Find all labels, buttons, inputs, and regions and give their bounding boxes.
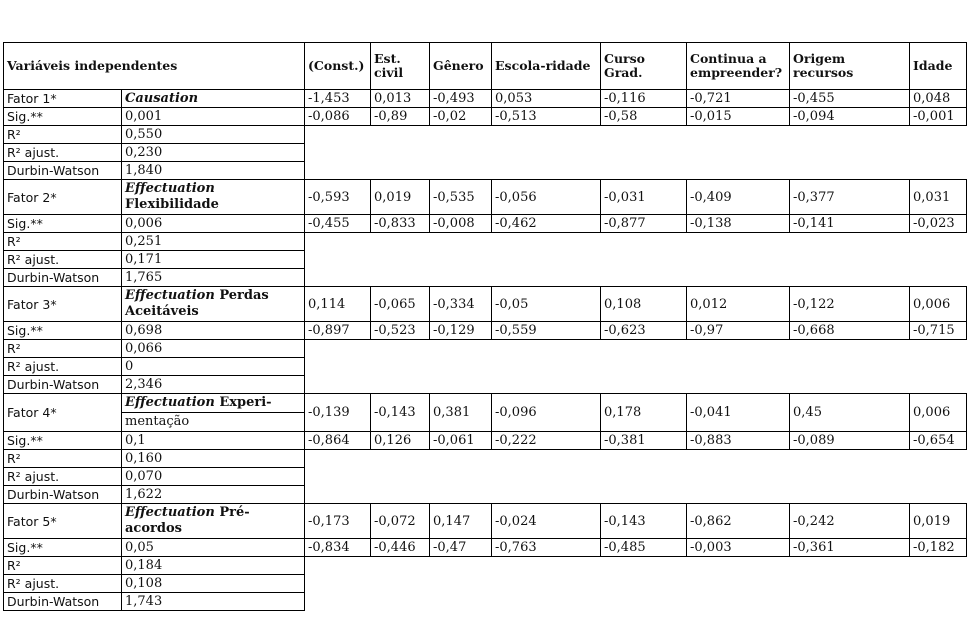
r2adj-value: 0 [122, 358, 305, 376]
dw-value: 1,840 [122, 162, 305, 180]
r2-row [4, 450, 967, 468]
sig-cell: -0,089 [790, 432, 910, 450]
coef-cell: 0,048 [910, 90, 967, 108]
coef-cell: -0,535 [430, 180, 492, 215]
sig-cell: -0,523 [371, 322, 430, 340]
dw-label: Durbin-Watson [4, 486, 122, 504]
sig-cell: -0,834 [305, 539, 371, 557]
dw-row [4, 162, 967, 180]
header-curso-grad: Curso Grad. [601, 43, 687, 90]
coef-cell: 0,114 [305, 287, 371, 322]
r2adj-row [4, 468, 967, 486]
sig-row [4, 539, 967, 557]
sig-first-cell: 0,001 [122, 108, 305, 126]
fator-row [4, 90, 967, 108]
fator-construct: Flexibilidade [125, 197, 219, 212]
r2adj-label: R² ajust. [4, 251, 122, 269]
header-continua: Continua a empreender? [687, 43, 790, 90]
blank-area [305, 251, 967, 269]
r2adj-label: R² ajust. [4, 144, 122, 162]
fator-construct: Experi- [219, 395, 272, 410]
sig-row [4, 432, 967, 450]
sig-cell: -0,668 [790, 322, 910, 340]
sig-cell: -0,141 [790, 215, 910, 233]
coef-cell: -0,493 [430, 90, 492, 108]
r2adj-row [4, 575, 967, 593]
sig-cell: -0,222 [492, 432, 601, 450]
r2-value: 0,160 [122, 450, 305, 468]
fator-row [4, 394, 967, 432]
sig-cell: -0,446 [371, 539, 430, 557]
sig-cell: -0,513 [492, 108, 601, 126]
sig-cell: -0,381 [601, 432, 687, 450]
header-idade: Idade [910, 43, 967, 90]
fator-method: Effectuation [125, 288, 215, 303]
sig-cell: -0,015 [687, 108, 790, 126]
header-row [4, 43, 967, 90]
sig-first-cell: 0,006 [122, 215, 305, 233]
coef-cell: -0,143 [601, 504, 687, 539]
r2adj-value: 0,070 [122, 468, 305, 486]
fator-label: Fator 3* [4, 287, 122, 322]
fator-label: Fator 4* [4, 394, 122, 432]
coef-cell: -0,065 [371, 287, 430, 322]
sig-cell: -0,094 [790, 108, 910, 126]
fator-construct-cont: mentação [125, 414, 190, 429]
sig-cell: -0,763 [492, 539, 601, 557]
blank-area [305, 575, 967, 593]
dw-label: Durbin-Watson [4, 269, 122, 287]
sig-cell: -0,003 [687, 539, 790, 557]
sig-cell: -0,182 [910, 539, 967, 557]
coef-cell: 0,147 [430, 504, 492, 539]
r2adj-label: R² ajust. [4, 468, 122, 486]
sig-label: Sig.** [4, 108, 122, 126]
sig-cell: -0,001 [910, 108, 967, 126]
sig-row [4, 322, 967, 340]
coef-cell: 0,381 [430, 394, 492, 432]
coef-cell: -0,409 [687, 180, 790, 215]
fator-name [122, 504, 305, 539]
fator-row [4, 180, 967, 215]
blank-area [305, 340, 967, 358]
dw-row [4, 486, 967, 504]
sig-cell: -0,89 [371, 108, 430, 126]
coef-cell: -0,242 [790, 504, 910, 539]
r2-value: 0,550 [122, 126, 305, 144]
sig-cell: -0,129 [430, 322, 492, 340]
coef-cell: -0,056 [492, 180, 601, 215]
coef-cell: 0,012 [687, 287, 790, 322]
r2-row [4, 340, 967, 358]
r2-label: R² [4, 450, 122, 468]
sig-cell: -0,58 [601, 108, 687, 126]
fator-construct: Perdas Aceitáveis [125, 288, 269, 319]
coef-cell: -0,122 [790, 287, 910, 322]
r2adj-value: 0,230 [122, 144, 305, 162]
r2adj-row [4, 144, 967, 162]
coef-cell: -0,041 [687, 394, 790, 432]
fator-label: Fator 1* [4, 90, 122, 108]
sig-cell: -0,897 [305, 322, 371, 340]
coef-cell: 0,019 [371, 180, 430, 215]
sig-cell: -0,623 [601, 322, 687, 340]
fator-name [122, 287, 305, 322]
coef-cell: -0,072 [371, 504, 430, 539]
regression-table [3, 42, 967, 611]
header-escolaridade: Escola-ridade [492, 43, 601, 90]
blank-area [305, 144, 967, 162]
fator-name [122, 180, 305, 215]
sig-first-cell: 0,05 [122, 539, 305, 557]
sig-row [4, 108, 967, 126]
dw-row [4, 376, 967, 394]
blank-area [305, 593, 967, 611]
fator-method: Effectuation [125, 181, 215, 196]
fator-method: Effectuation [125, 395, 215, 410]
sig-cell: -0,97 [687, 322, 790, 340]
coef-cell: 0,108 [601, 287, 687, 322]
sig-cell: -0,061 [430, 432, 492, 450]
blank-area [305, 269, 967, 287]
r2adj-row [4, 358, 967, 376]
dw-label: Durbin-Watson [4, 593, 122, 611]
sig-label: Sig.** [4, 432, 122, 450]
sig-cell: -0,023 [910, 215, 967, 233]
r2-label: R² [4, 126, 122, 144]
sig-cell: 0,126 [371, 432, 430, 450]
coef-cell: -0,031 [601, 180, 687, 215]
fator-method: Causation [125, 91, 199, 106]
sig-cell: -0,715 [910, 322, 967, 340]
coef-cell: -0,862 [687, 504, 790, 539]
coef-cell: 0,031 [910, 180, 967, 215]
sig-cell: -0,654 [910, 432, 967, 450]
sig-first-cell: 0,1 [122, 432, 305, 450]
r2-row [4, 233, 967, 251]
header-origem: Origem recursos [790, 43, 910, 90]
dw-value: 1,765 [122, 269, 305, 287]
sig-cell: -0,877 [601, 215, 687, 233]
coef-cell: -0,721 [687, 90, 790, 108]
sig-row [4, 215, 967, 233]
sig-cell: -0,138 [687, 215, 790, 233]
sig-cell: -0,361 [790, 539, 910, 557]
sig-label: Sig.** [4, 539, 122, 557]
sig-cell: -0,864 [305, 432, 371, 450]
r2-label: R² [4, 340, 122, 358]
blank-area [305, 162, 967, 180]
r2-row [4, 557, 967, 575]
fator-row [4, 287, 967, 322]
dw-value: 1,622 [122, 486, 305, 504]
coef-cell: 0,006 [910, 287, 967, 322]
r2-value: 0,066 [122, 340, 305, 358]
r2-value: 0,251 [122, 233, 305, 251]
dw-row [4, 593, 967, 611]
blank-area [305, 557, 967, 575]
coef-cell: -1,453 [305, 90, 371, 108]
sig-cell: -0,455 [305, 215, 371, 233]
r2adj-value: 0,108 [122, 575, 305, 593]
r2-value: 0,184 [122, 557, 305, 575]
blank-area [305, 486, 967, 504]
sig-cell: -0,02 [430, 108, 492, 126]
sig-cell: -0,559 [492, 322, 601, 340]
r2-row [4, 126, 967, 144]
r2-label: R² [4, 233, 122, 251]
coef-cell: -0,116 [601, 90, 687, 108]
sig-cell: -0,47 [430, 539, 492, 557]
r2adj-label: R² ajust. [4, 575, 122, 593]
blank-area [305, 450, 967, 468]
sig-cell: -0,008 [430, 215, 492, 233]
sig-cell: -0,086 [305, 108, 371, 126]
coef-cell: -0,377 [790, 180, 910, 215]
coef-cell: 0,013 [371, 90, 430, 108]
coef-cell: 0,006 [910, 394, 967, 432]
coef-cell: -0,096 [492, 394, 601, 432]
blank-area [305, 126, 967, 144]
coef-cell: 0,053 [492, 90, 601, 108]
sig-label: Sig.** [4, 322, 122, 340]
dw-value: 1,743 [122, 593, 305, 611]
coef-cell: -0,139 [305, 394, 371, 432]
r2-label: R² [4, 557, 122, 575]
sig-cell: -0,485 [601, 539, 687, 557]
coef-cell: 0,178 [601, 394, 687, 432]
dw-row [4, 269, 967, 287]
coef-cell: 0,45 [790, 394, 910, 432]
sig-cell: -0,833 [371, 215, 430, 233]
header-genero: Gênero [430, 43, 492, 90]
fator-method: Effectuation [125, 505, 215, 520]
header-const: (Const.) [305, 43, 371, 90]
coef-cell: -0,024 [492, 504, 601, 539]
r2adj-label: R² ajust. [4, 358, 122, 376]
coef-cell: -0,05 [492, 287, 601, 322]
dw-label: Durbin-Watson [4, 376, 122, 394]
fator-name [122, 394, 305, 432]
r2adj-value: 0,171 [122, 251, 305, 269]
coef-cell: -0,334 [430, 287, 492, 322]
coef-cell: 0,019 [910, 504, 967, 539]
blank-area [305, 358, 967, 376]
sig-cell: -0,462 [492, 215, 601, 233]
dw-value: 2,346 [122, 376, 305, 394]
sig-cell: -0,883 [687, 432, 790, 450]
blank-area [305, 233, 967, 251]
fator-label: Fator 2* [4, 180, 122, 215]
blank-area [305, 376, 967, 394]
sig-first-cell: 0,698 [122, 322, 305, 340]
coef-cell: -0,173 [305, 504, 371, 539]
r2adj-row [4, 251, 967, 269]
fator-row [4, 504, 967, 539]
blank-area [305, 468, 967, 486]
coef-cell: -0,143 [371, 394, 430, 432]
header-est-civil: Est. civil [371, 43, 430, 90]
fator-name [122, 90, 305, 108]
fator-construct: Pré-acordos [125, 505, 250, 536]
sig-label: Sig.** [4, 215, 122, 233]
header-variaveis: Variáveis independentes [4, 43, 305, 90]
coef-cell: -0,593 [305, 180, 371, 215]
coef-cell: -0,455 [790, 90, 910, 108]
dw-label: Durbin-Watson [4, 162, 122, 180]
fator-label: Fator 5* [4, 504, 122, 539]
